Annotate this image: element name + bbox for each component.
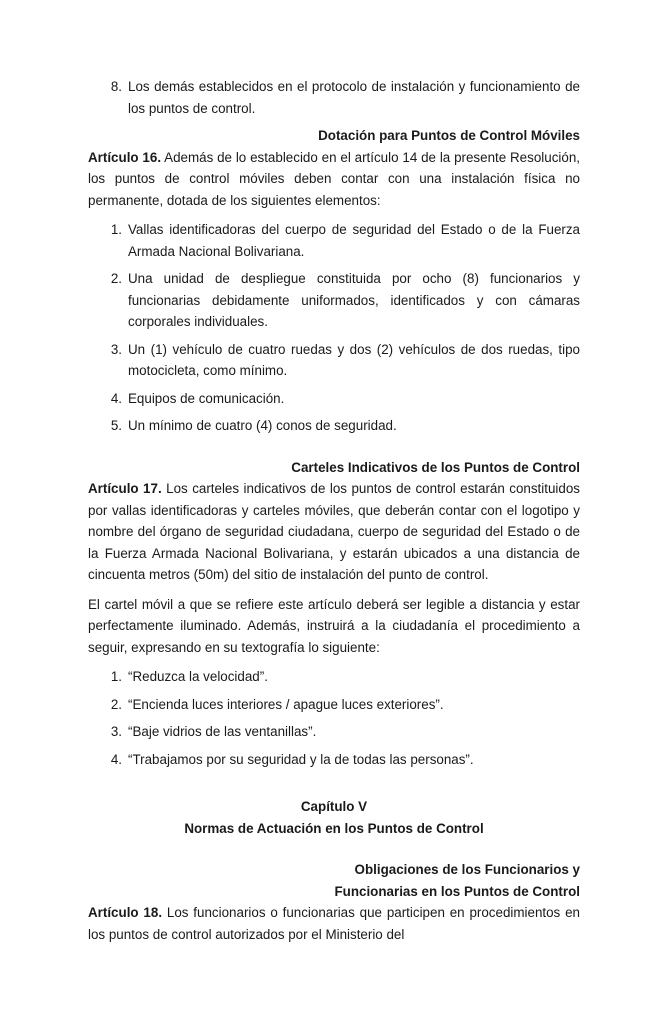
list-item-text: Un (1) vehículo de cuatro ruedas y dos (2) vehículos de dos ruedas, tipo motocicleta, como mínimo.	[128, 341, 580, 378]
list-item-number: 3.	[110, 724, 122, 739]
chapter-number: Capítulo V	[300, 799, 368, 814]
article-16-label: Artículo 16.	[88, 149, 162, 165]
article-18-label: Artículo 18.	[88, 905, 163, 920]
list-item-number: 5.	[110, 418, 122, 433]
list-item-number: 8.	[110, 79, 122, 94]
article-18	[88, 902, 580, 945]
article-17	[88, 478, 580, 586]
document-page	[88, 76, 580, 945]
list-item-text: Vallas identificadoras del cuerpo de seguridad del Estado o de la Fuerza Armada Nacional Bolivariana.	[128, 222, 580, 259]
list-item-text: Un mínimo de cuatro (4) conos de seguridad.	[128, 418, 397, 433]
list-item-number: 4.	[110, 390, 122, 406]
list-item	[88, 339, 580, 382]
article-17-text: Los carteles indicativos de los puntos de control estarán constituidos por vallas identificadoras y carteles móviles, que deberán contar con el logotipo y nombre del órgano de seguridad ciudadana, cuerpo de seguridad del Estado o de la Fuerza Armada Nacional Bolivariana, y estarán ubicados a una distancia de cincuenta metros (50m) del sitio de instalación del punto de control.	[88, 481, 580, 582]
list-item-text: Una unidad de despliegue constituida por ocho (8) funcionarios y funcionarias debidamente uniformados, identificados y con cámaras corporales individuales.	[128, 271, 580, 329]
list-item-text: Los demás establecidos en el protocolo de instalación y funcionamiento de los puntos de control.	[128, 79, 580, 116]
moviles-list	[88, 219, 580, 437]
list-item-number: 3.	[110, 341, 122, 357]
section-heading-obligaciones-line2: Funcionarias en los Puntos de Control	[334, 883, 580, 899]
article-16-text: Además de lo establecido en el artículo 14 de la presente Resolución, los puntos de control móviles deben contar con una instalación física no permanente, dotada de los siguientes elementos:	[88, 149, 580, 208]
list-item-number: 2.	[110, 271, 122, 286]
list-item	[88, 219, 580, 262]
list-item-text: Equipos de comunicación.	[128, 390, 285, 406]
chapter-title: Normas de Actuación en los Puntos de Control	[184, 820, 484, 836]
article-17-label: Artículo 17.	[88, 481, 162, 496]
section-heading-obligaciones-line1: Obligaciones de los Funcionarios y	[354, 862, 580, 877]
list-item-text: “Encienda luces interiores / apague luces exteriores”.	[128, 696, 444, 712]
list-item-text: “Reduzca la velocidad”.	[128, 669, 268, 684]
list-item-number: 1.	[110, 669, 122, 684]
article-16	[88, 147, 580, 212]
cartel-paragraph: El cartel móvil a que se refiere este artículo deberá ser legible a distancia y estar perfectamente iluminado. Además, instruirá a la ciudadanía el procedimiento a seguir, expresando en su textografía lo siguiente:	[88, 596, 580, 655]
section-heading-moviles: Dotación para Puntos de Control Móviles	[318, 128, 580, 143]
list-item-number: 4.	[110, 751, 122, 767]
list-item-text: “Trabajamos por su seguridad y la de todas las personas”.	[128, 751, 474, 767]
list-item-number: 2.	[110, 696, 122, 712]
list-item	[88, 694, 580, 716]
article-18-text: Los funcionarios o funcionarias que participen en procedimientos en los puntos de control autorizados por el Ministerio del	[88, 905, 580, 942]
carteles-list	[88, 666, 580, 770]
section-heading-carteles: Carteles Indicativos de los Puntos de Control	[291, 459, 580, 475]
list-item	[88, 388, 580, 410]
list-item	[88, 666, 580, 688]
list-item	[88, 749, 580, 771]
list-item	[88, 415, 580, 437]
list-item	[88, 268, 580, 333]
list-item-text: “Baje vidrios de las ventanillas”.	[128, 724, 317, 739]
list-item	[88, 721, 580, 743]
list-item	[88, 76, 580, 119]
list-item-number: 1.	[110, 222, 122, 237]
